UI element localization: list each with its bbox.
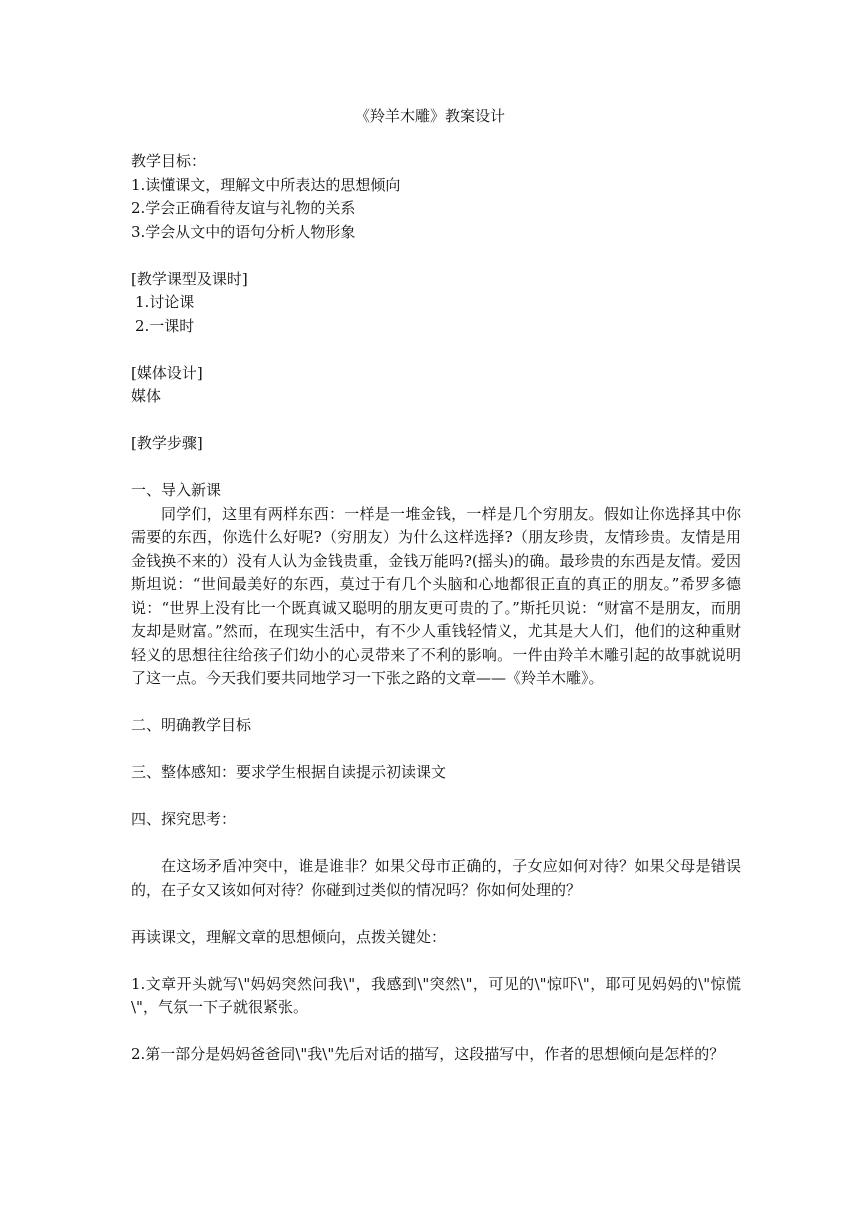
spacer <box>131 832 741 856</box>
steps-heading: [教学步骤] <box>131 434 203 452</box>
step4-heading: 四、探究思考： <box>131 810 237 828</box>
step1-heading: 一、导入新课 <box>131 481 222 499</box>
step2-heading: 二、明确教学目标 <box>131 716 252 734</box>
lesson-type-item: 1.讨论课 <box>135 293 195 311</box>
step4-paragraph: 在这场矛盾冲突中，谁是谁非？如果父母市正确的，子女应如何对待？如果父母是错误的，在子女又该如何对待？你碰到过类似的情况吗？你如何处理的？ <box>131 857 741 899</box>
spacer <box>131 409 741 433</box>
key-point-2: 2.第一部分是妈妈爸爸同\"我\"先后对话的描写，这段描写中，作者的思想倾向是怎样的？ <box>131 1045 725 1063</box>
lesson-type-heading: [教学课型及课时] <box>131 269 248 288</box>
key-point-1: 1.文章开头就写\"妈妈突然问我\"，我感到\"突然\"，可见的\"惊吓\"，耶可见妈妈的\"惊慌\"，气氛一下子就很紧张。 <box>131 974 741 1016</box>
reread-line: 再读课文，理解文章的思想倾向，点拨关键处： <box>131 927 447 946</box>
document-body <box>131 150 741 1067</box>
spacer <box>131 785 741 809</box>
spacer <box>131 1020 741 1044</box>
step3-heading: 三、整体感知：要求学生根据自读提示初读课文 <box>131 763 447 781</box>
spacer <box>131 456 741 480</box>
media-heading: [媒体设计] <box>131 363 203 382</box>
spacer <box>131 244 741 268</box>
spacer <box>131 949 741 973</box>
step1-paragraph: 同学们，这里有两样东西：一样是一堆金钱，一样是几个穷朋友。假如让你选择其中你需要的东西，你选什么好呢?（穷朋友）为什么这样选择?（朋友珍贵，友情珍贵。友情是用金钱换不来的）没有人认为金钱贵重，金钱万能吗?(摇头)的确。最珍贵的东西是友情。爱因斯坦说：“世间最美好的东西，莫过于有几个头脑和心地都很正直的真正的朋友。”希罗多德说：“世界上没有比一个既真诚又聪明的朋友更可贵的了。”斯托贝说：“财富不是朋友，而朋友却是财富。”然而，在现实生活中，有不少人重钱轻情义，尤其是大人们，他们的这种重财轻义的思想往往给孩子们幼小的心灵带来了不利的影响。一件由羚羊木雕引起的故事就说明了这一点。今天我们要共同地学习一下张之路的文章——《羚羊木雕》。 <box>131 504 741 687</box>
spacer <box>131 738 741 762</box>
lesson-type-item: 2.一课时 <box>135 316 195 335</box>
document-title: 《羚羊木雕》教案设计 <box>354 107 505 125</box>
spacer <box>131 691 741 715</box>
media-text: 媒体 <box>131 387 162 405</box>
objective-item: 3.学会从文中的语句分析人物形象 <box>131 222 356 241</box>
spacer <box>131 338 741 362</box>
objectives-heading: 教学目标： <box>131 152 207 170</box>
objective-item: 1.读懂课文，理解文中所表达的思想倾向 <box>131 175 401 194</box>
objective-item: 2.学会正确看待友谊与礼物的关系 <box>131 199 356 217</box>
spacer <box>131 902 741 926</box>
